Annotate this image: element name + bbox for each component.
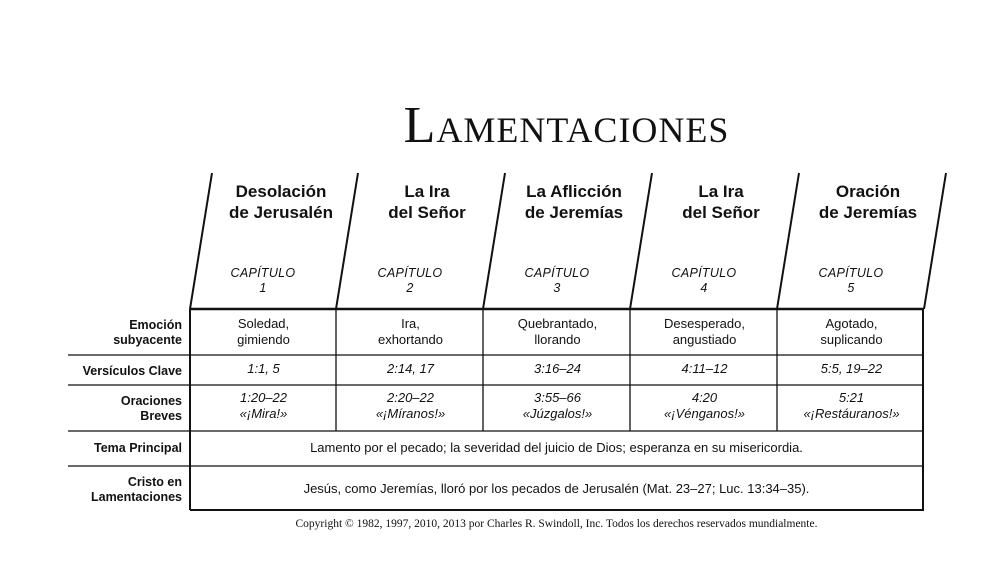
emocion-cell-2: Ira, exhortando [377, 316, 444, 347]
title-rest: AMENTACIONES [436, 110, 730, 150]
row-label-emocion: Emoción subyacente [113, 318, 182, 347]
row-label-versiculos: Versículos Clave [82, 364, 182, 378]
section-header-5: Oración de Jeremías [818, 182, 918, 222]
oraciones-cell-2: 2:20–22 «¡Míranos!» [375, 390, 446, 421]
chapter-label-2: CAPÍTULO 2 [377, 266, 443, 295]
chapter-label-4: CAPÍTULO 4 [671, 266, 737, 295]
oraciones-cell-1: 1:20–22 «¡Mira!» [239, 390, 288, 421]
emocion-cell-3: Quebrantado, llorando [517, 316, 598, 347]
row-label-tema: Tema Principal [94, 441, 182, 455]
versiculos-cell-3: 3:16–24 [534, 361, 581, 376]
oraciones-cell-3: 3:55–66 «Júzgalos!» [522, 390, 593, 421]
emocion-cell-4: Desesperado, angustiado [664, 316, 745, 347]
section-header-2: La Ira del Señor [388, 182, 466, 222]
oraciones-cell-4: 4:20 «¡Vénganos!» [664, 390, 745, 421]
section-header-4: La Ira del Señor [682, 182, 760, 222]
chapter-label-3: CAPÍTULO 3 [524, 266, 590, 295]
copyright-notice: Copyright © 1982, 1997, 2010, 2013 por Charles R. Swindoll, Inc. Todos los derechos reservados mundialmente. [295, 518, 818, 530]
chapter-label-1: CAPÍTULO 1 [230, 266, 296, 295]
row-label-oraciones: Oraciones Breves [120, 394, 182, 423]
versiculos-cell-5: 5:5, 19–22 [820, 361, 883, 376]
emocion-cell-5: Agotado, suplicando [820, 316, 883, 347]
versiculos-cell-4: 4:11–12 [681, 361, 728, 376]
section-header-3: La Aflicción de Jeremías [524, 182, 624, 222]
tema-principal-text: Lamento por el pecado; la severidad del juicio de Dios; esperanza en su misericordia. [310, 440, 803, 455]
row-label-cristo: Cristo en Lamentaciones [90, 475, 182, 504]
versiculos-cell-2: 2:14, 17 [387, 361, 434, 376]
title-initial: L [403, 97, 437, 154]
versiculos-cell-1: 1:1, 5 [247, 361, 280, 376]
emocion-cell-1: Soledad, gimiendo [237, 316, 290, 347]
chapter-label-5: CAPÍTULO 5 [818, 266, 884, 295]
oraciones-cell-5: 5:21 «¡Restáuranos!» [803, 390, 900, 421]
cristo-text: Jesús, como Jeremías, lloró por los pecados de Jerusalén (Mat. 23–27; Luc. 13:34–35). [303, 481, 810, 496]
section-header-1: Desolación de Jerusalén [229, 182, 333, 222]
